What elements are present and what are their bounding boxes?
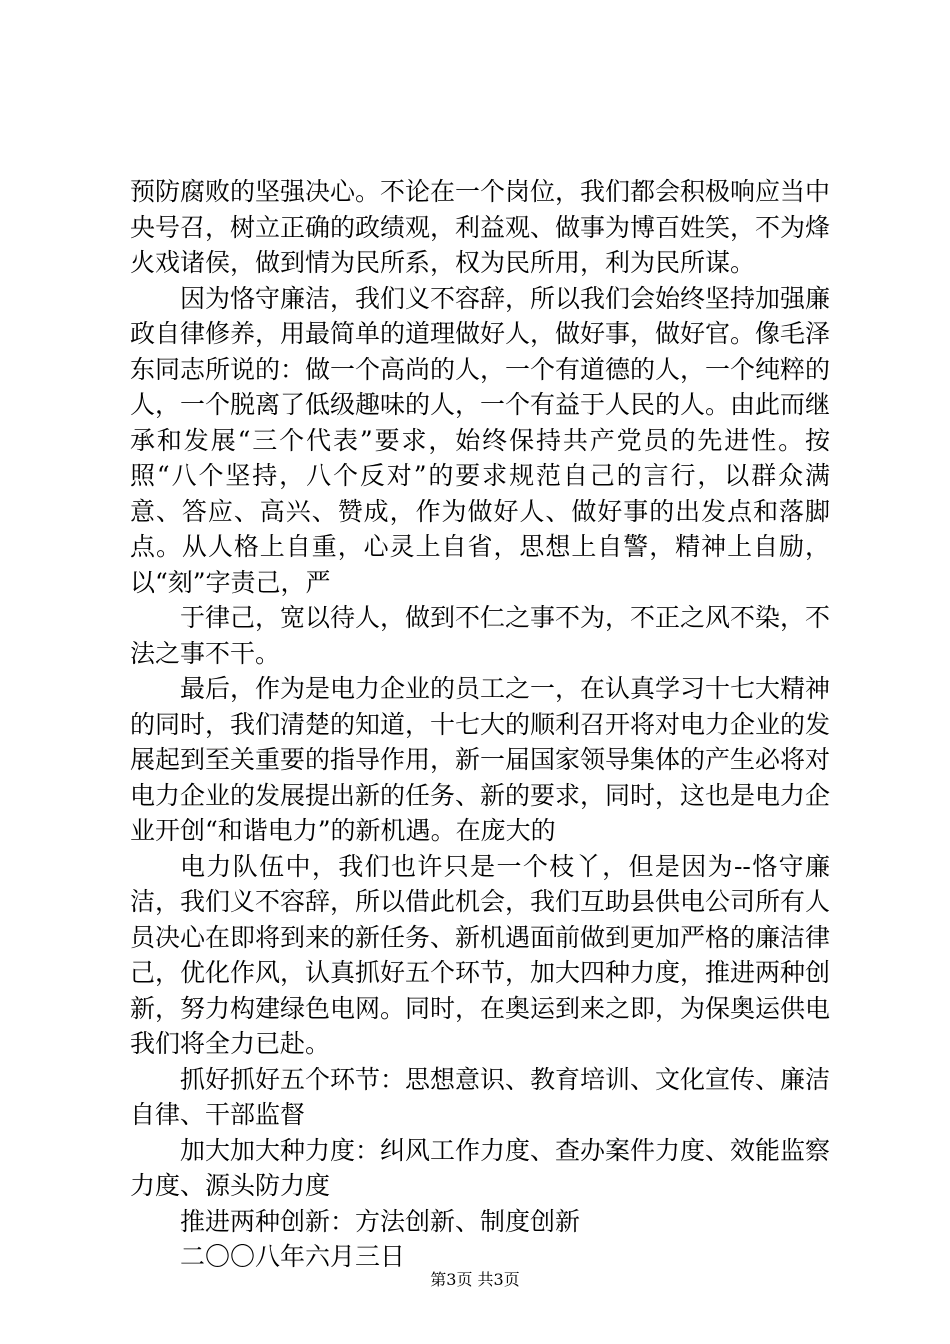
page-footer: 第3页 共3页 (430, 1270, 520, 1289)
paragraph-3: 于律己，宽以待人，做到不仁之事不为，不正之风不染，不法之事不干。 (130, 603, 831, 668)
paragraph-4: 最后，作为是电力企业的员工之一，在认真学习十七大精神的同时，我们清楚的知道，十七大的顺利召开将对电力企业的发展起到至关重要的指导作用，新一届国家领导集体的产生必将对电力企业的发展提出新的任务、新的要求，同时，这也是电力企业开创“和谐电力”的新机遇。在庞大的 (130, 674, 831, 845)
paragraph-8: 推进两种创新：方法创新、制度创新 (180, 1206, 581, 1236)
paragraph-6: 抓好抓好五个环节：思想意识、教育培训、文化宣传、廉洁自律、干部监督 (130, 1064, 831, 1129)
paragraph-7: 加大加大种力度：纠风工作力度、查办案件力度、效能监察力度、源头防力度 (130, 1135, 831, 1200)
document-body (130, 174, 830, 1275)
paragraph-5: 电力队伍中，我们也许只是一个枝丫，但是因为--恪守廉洁，我们义不容辞，所以借此机会，我们互助县供电公司所有人员决心在即将到来的新任务、新机遇面前做到更加严格的廉洁律己，优化作风，认真抓好五个环节，加大四种力度，推进两种创新，努力构建绿色电网。同时，在奥运到来之即，为保奥运供电我们将全力已赴。 (130, 851, 831, 1058)
paragraph-1: 预防腐败的坚强决心。不论在一个岗位，我们都会积极响应当中央号召，树立正确的政绩观，利益观、做事为博百姓笑，不为烽火戏诸侯，做到情为民所系，权为民所用，利为民所谋。 (130, 177, 831, 277)
date-line: 二〇〇八年六月三日 (180, 1242, 406, 1271)
paragraph-2: 因为恪守廉洁，我们义不容辞，所以我们会始终坚持加强廉政自律修养，用最简单的道理做好人，做好事，做好官。像毛泽东同志所说的：做一个高尚的人，一个有道德的人，一个纯粹的人，一个脱离了低级趣味的人，一个有益于人民的人。由此而继承和发展“三个代表”要求，始终保持共产党员的先进性。按照“八个坚持，八个反对”的要求规范自己的言行，以群众满意、答应、高兴、赞成，作为做好人、做好事的出发点和落脚点。从人格上自重，心灵上自省，思想上自警，精神上自励，以“刻”字责己，严 (130, 283, 831, 597)
